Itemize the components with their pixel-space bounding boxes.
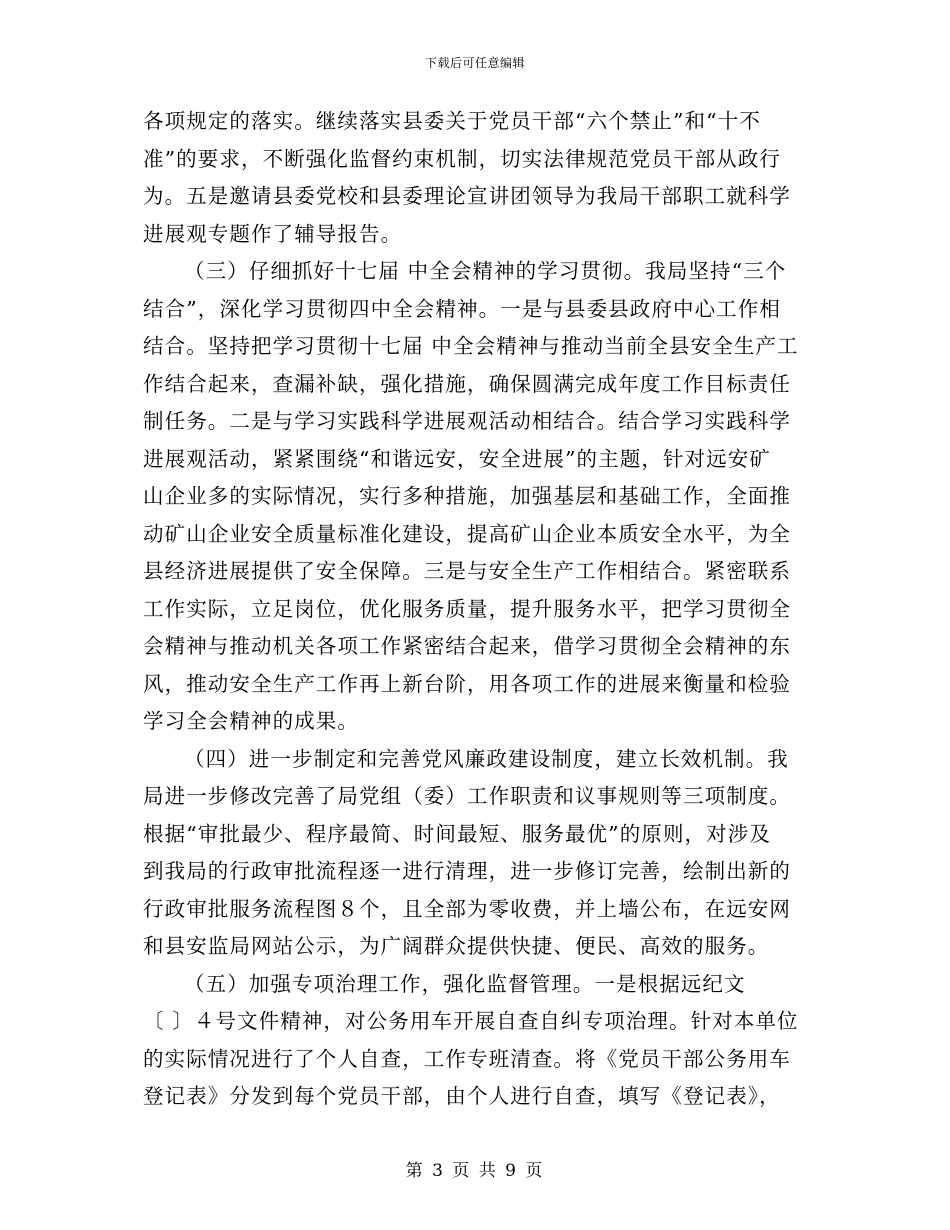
paragraph-start-line: （五）加强专项治理工作，强化监督管理。一是根据远纪文	[184, 971, 746, 996]
text-line: 学习全会精神的成果。	[143, 709, 359, 733]
text-line: 结合”，深化学习贯彻四中全会精神。一是与县委县政府中心工作相	[143, 296, 781, 321]
paragraph-start-line: （四）进一步制定和完善党风廉政建设制度，建立长效机制。我	[184, 746, 789, 771]
text-line: 进展观活动，紧紧围绕“和谐远安，安全进展”的主题，针对远安矿	[143, 446, 771, 471]
text-line: 到我局的行政审批流程逐一进行清理，进一步修订完善，绘制出新的	[143, 859, 791, 883]
text-line: 结合。坚持把学习贯彻十七届 中全会精神与推动当前全县安全生产工	[143, 334, 799, 358]
page-footer: 第 3 页 共 9 页	[405, 1161, 545, 1181]
text-line: 作结合起来，查漏补缺，强化措施，确保圆满完成年度工作目标责任	[143, 371, 791, 396]
text-line: 工作实际，立足岗位，优化服务质量，提升服务水平，把学习贯彻全	[143, 596, 791, 621]
text-line: 风，推动安全生产工作再上新台阶，用各项工作的进展来衡量和检验	[143, 671, 791, 696]
text-line: 动矿山企业安全质量标准化建设，提高矿山企业本质安全水平，为全	[143, 521, 791, 546]
text-line: 行政审批服务流程图８个，且全部为零收费，并上墙公布，在远安网	[143, 896, 791, 921]
text-line: 准”的要求，不断强化监督约束机制，切实法律规范党员干部从政行	[143, 146, 781, 171]
text-line: 和县安监局网站公示，为广阔群众提供快捷、便民、高效的服务。	[143, 934, 770, 958]
page-header: 下载后可任意编辑	[424, 56, 525, 70]
text-line: 县经济进展提供了安全保障。三是与安全生产工作相结合。紧密联系	[143, 559, 791, 583]
document-body	[143, 103, 809, 1116]
text-line: 局进一步修改完善了局党组（委）工作职责和议事规则等三项制度。	[143, 784, 791, 808]
text-line: 〔 〕４号文件精神，对公务用车开展自查自纠专项治理。针对本单位	[143, 1009, 799, 1033]
text-line: 为。五是邀请县委党校和县委理论宣讲团领导为我局干部职工就科学	[143, 184, 791, 208]
text-line: 登记表》分发到每个党员干部，由个人进行自查，填写《登记表》，	[143, 1084, 781, 1108]
text-line: 各项规定的落实。继续落实县委关于党员干部“六个禁止”和“十不	[143, 109, 761, 133]
paragraph-start-line: （三）仔细抓好十七届 中全会精神的学习贯彻。我局坚持“三个	[184, 259, 787, 283]
text-line: 进展观专题作了辅导报告。	[143, 221, 403, 246]
text-line: 的实际情况进行了个人自查，工作专班清查。将《党员干部公务用车	[143, 1046, 791, 1071]
text-line: 会精神与推动机关各项工作紧密结合起来，借学习贯彻全会精神的东	[143, 634, 791, 658]
text-line: 山企业多的实际情况，实行多种措施，加强基层和基础工作，全面推	[143, 484, 791, 508]
text-line: 制任务。二是与学习实践科学进展观活动相结合。结合学习实践科学	[143, 409, 791, 433]
text-line: 根据“审批最少、程序最简、时间最短、服务最优”的原则，对涉及	[143, 821, 771, 846]
